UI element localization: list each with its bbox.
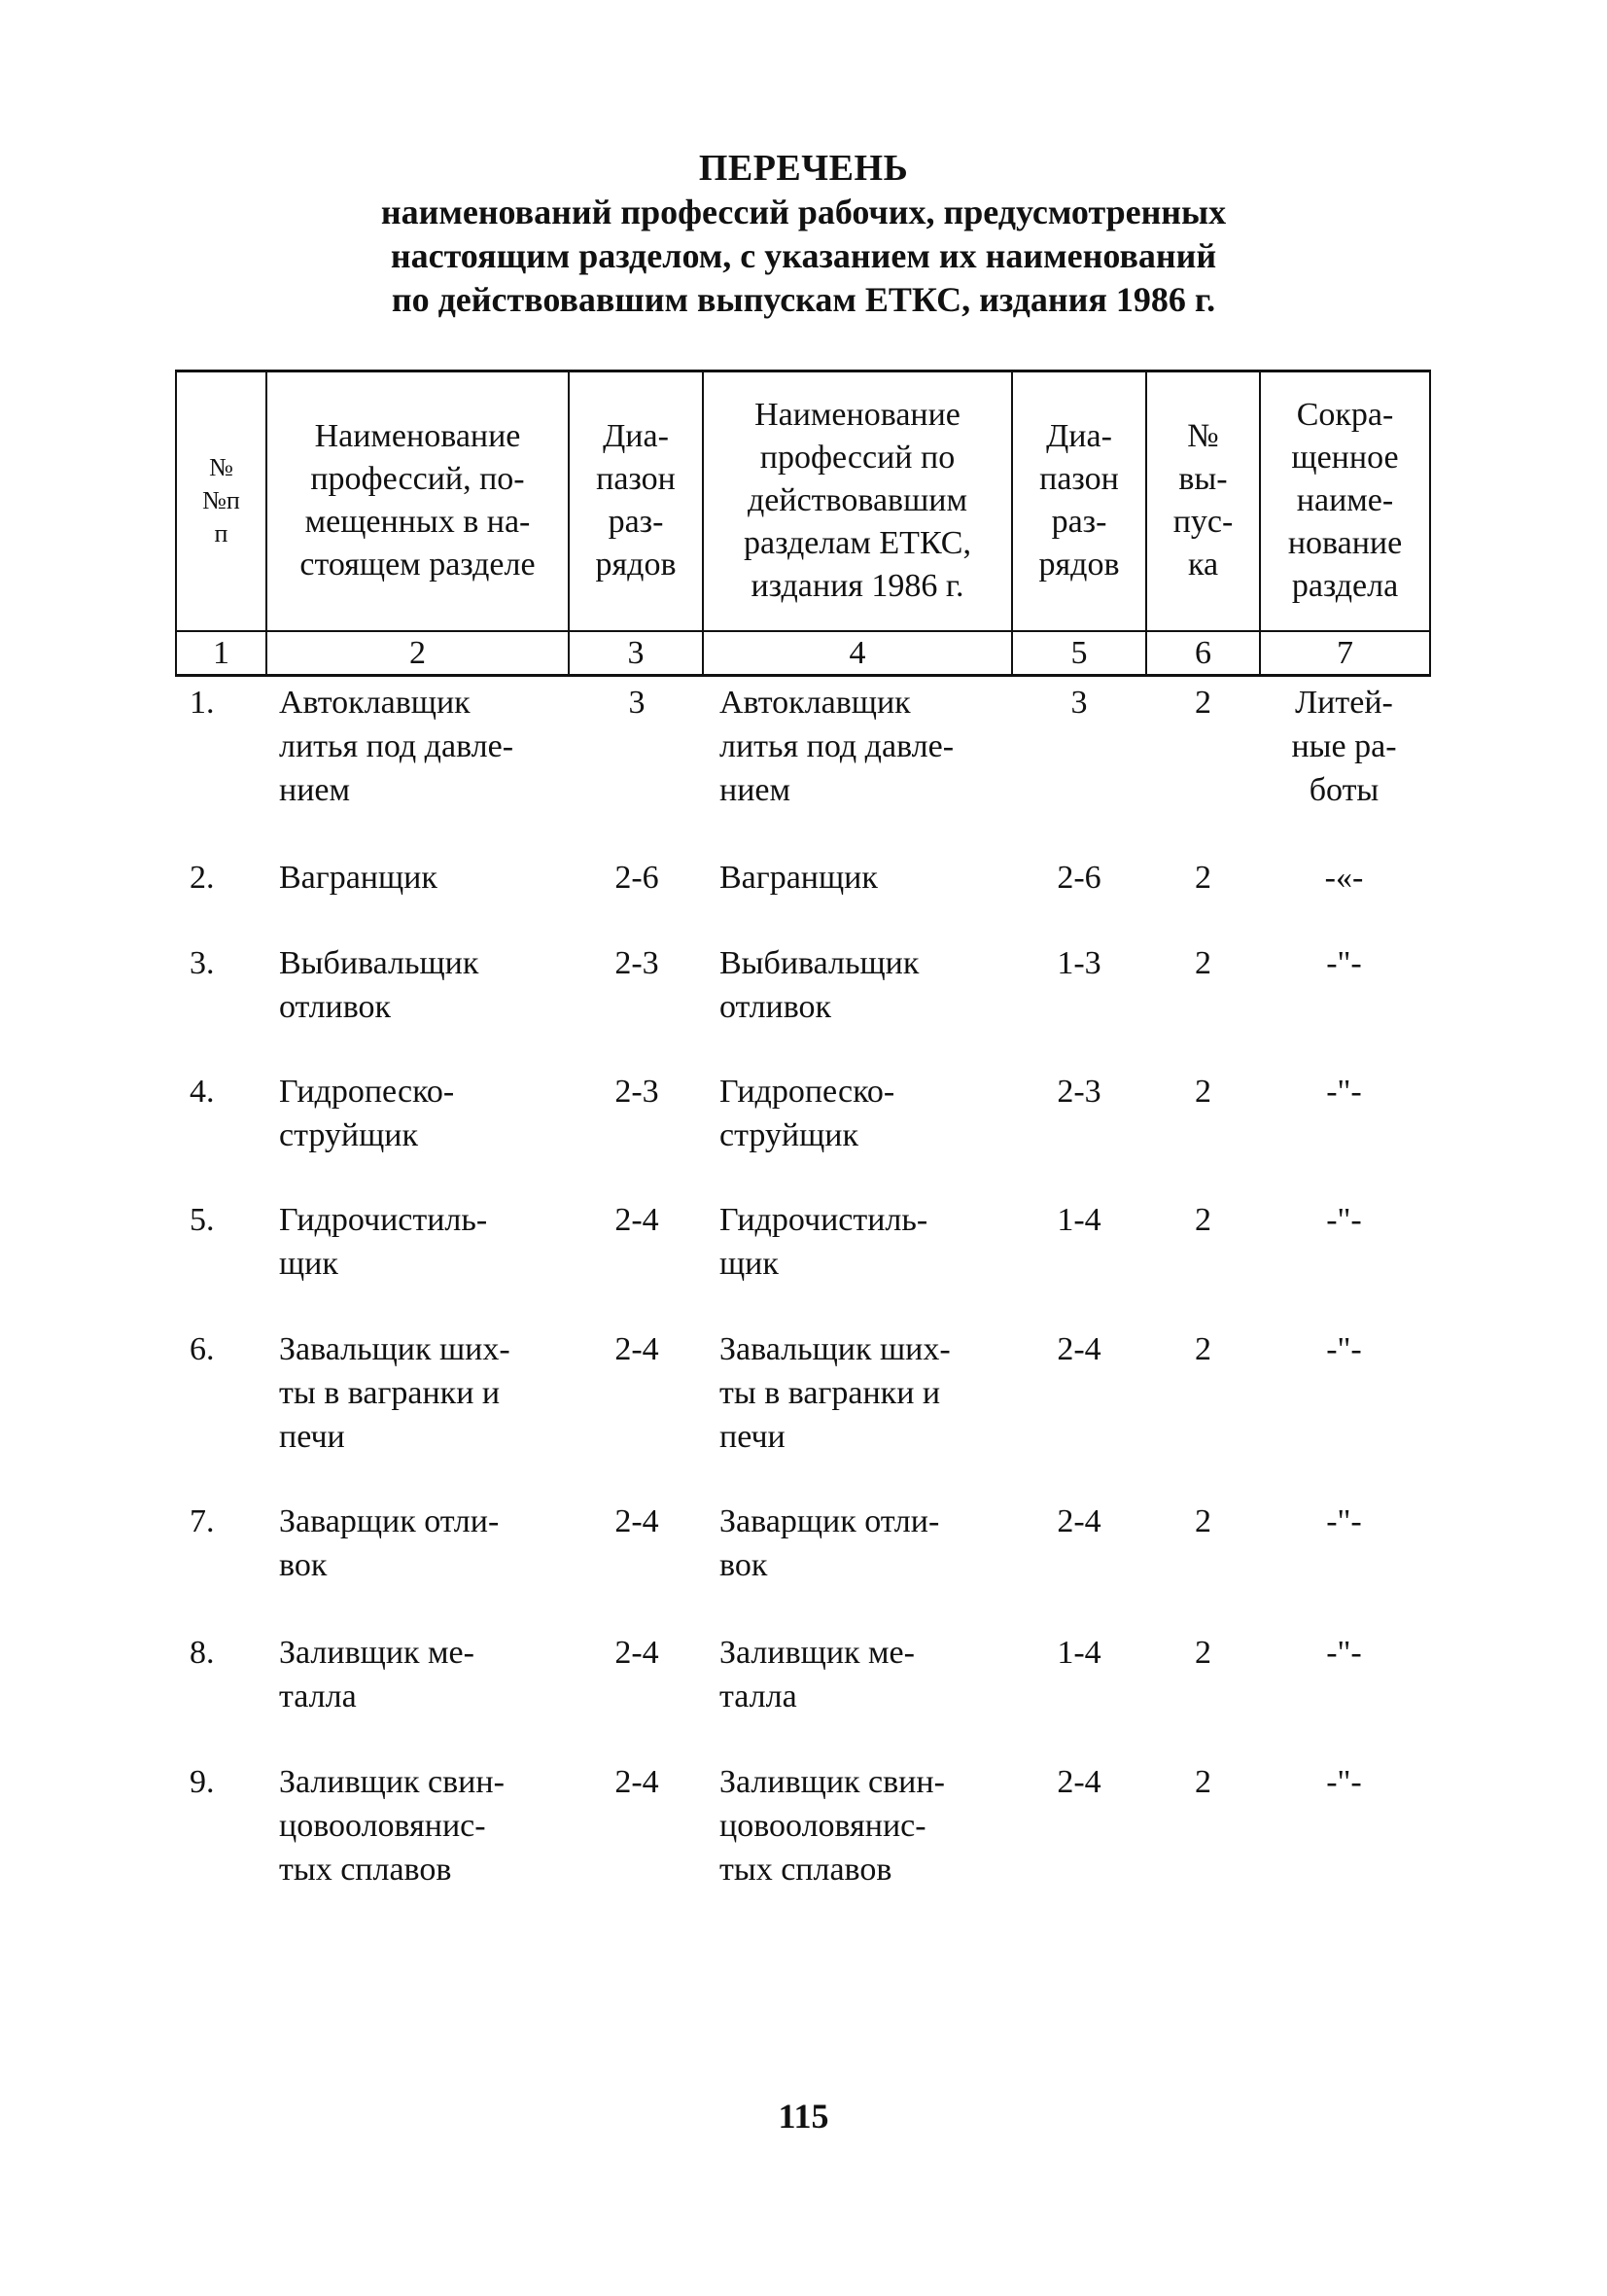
row-number: 6.	[190, 1331, 215, 1367]
row-number: 8.	[190, 1635, 215, 1671]
old-grade-range: 1-3	[1057, 945, 1101, 981]
row-number: 9.	[190, 1764, 215, 1800]
old-profession-name: Заливщик свин- цовооловянис- тых сплавов	[719, 1764, 945, 1888]
old-profession-name: Автоклавщик литья под давле- нием	[719, 685, 955, 808]
old-profession-name: Гидрочистиль- щик	[719, 1202, 928, 1282]
section-short-name: -"-	[1326, 1635, 1362, 1671]
old-grade-range: 2-4	[1057, 1503, 1101, 1539]
profession-name: Выбивальщик отливок	[279, 945, 479, 1025]
old-profession-name: Гидропеско- струйщик	[719, 1074, 895, 1153]
document-subtitle-line-2: настоящим разделом, с указанием их наименований	[390, 236, 1217, 275]
column-number: 7	[1337, 634, 1353, 671]
document-title: ПЕРЕЧЕНЬ	[698, 148, 909, 189]
grade-range: 2-4	[614, 1202, 659, 1238]
profession-name: Гидрочистиль- щик	[279, 1202, 488, 1282]
issue-number: 2	[1195, 1503, 1211, 1539]
issue-number: 2	[1195, 1202, 1211, 1238]
header-grade-range: Диа- пазон раз- рядов	[595, 418, 677, 583]
section-short-name: -"-	[1326, 1074, 1362, 1110]
section-short-name: -"-	[1326, 1764, 1362, 1800]
grade-range: 2-3	[614, 945, 659, 981]
row-number: 1.	[190, 685, 215, 721]
column-number: 2	[409, 634, 426, 671]
old-grade-range: 1-4	[1057, 1635, 1101, 1671]
old-profession-name: Завальщик ших- ты в вагранки и печи	[719, 1331, 951, 1455]
section-short-name: -"-	[1326, 1331, 1362, 1367]
section-short-name: -"-	[1326, 945, 1362, 981]
grade-range: 2-4	[614, 1503, 659, 1539]
header-section-short-name: Сокра- щенное наиме- нование раздела	[1287, 397, 1403, 604]
header-profession-name: Наименование профессий, по- мещенных в на- стоящем разделе	[299, 418, 536, 583]
grade-range: 2-4	[614, 1635, 659, 1671]
issue-number: 2	[1195, 1074, 1211, 1110]
grade-range: 2-4	[614, 1331, 659, 1367]
old-profession-name: Выбивальщик отливок	[719, 945, 920, 1025]
header-old-profession-name: Наименование профессий по действовавшим разделам ЕТКС, издания 1986 г.	[744, 397, 971, 604]
column-number: 3	[627, 634, 645, 671]
row-number: 7.	[190, 1503, 215, 1539]
grade-range: 2-6	[614, 860, 659, 896]
row-number: 3.	[190, 945, 215, 981]
table-border-top	[175, 370, 1429, 372]
column-number: 5	[1070, 634, 1088, 671]
old-profession-name: Вагранщик	[719, 860, 878, 896]
old-grade-range: 2-4	[1057, 1331, 1101, 1367]
page-number: 115	[778, 2097, 829, 2136]
old-grade-range: 3	[1070, 685, 1088, 721]
profession-name: Заварщик отли- вок	[279, 1503, 500, 1583]
profession-name: Заливщик ме- талла	[279, 1635, 474, 1714]
issue-number: 2	[1195, 1764, 1211, 1800]
header-old-grade-range: Диа- пазон раз- рядов	[1038, 418, 1120, 583]
issue-number: 2	[1195, 860, 1211, 896]
row-number: 4.	[190, 1074, 215, 1110]
old-profession-name: Заливщик ме- талла	[719, 1635, 915, 1714]
section-short-name: -«-	[1324, 860, 1364, 896]
old-grade-range: 2-4	[1057, 1764, 1101, 1800]
grade-range: 2-3	[614, 1074, 659, 1110]
row-number: 2.	[190, 860, 215, 896]
column-number: 6	[1195, 634, 1211, 671]
header-issue-number: № вы- пус- ка	[1172, 418, 1234, 583]
old-grade-range: 1-4	[1057, 1202, 1101, 1238]
column-number: 4	[849, 634, 866, 671]
profession-name: Вагранщик	[279, 860, 437, 896]
document-title-block	[0, 146, 1607, 322]
grade-range: 3	[628, 685, 646, 721]
table-number-row-bottom	[175, 674, 1429, 677]
profession-name: Автоклавщик литья под давле- нием	[279, 685, 514, 808]
document-subtitle-line-3: по действовавшим выпускам ЕТКС, издания 1986 г.	[391, 280, 1216, 319]
profession-name: Заливщик свин- цовооловянис- тых сплавов	[279, 1764, 505, 1888]
row-number: 5.	[190, 1202, 215, 1238]
section-short-name: Литей- ные ра- боты	[1291, 685, 1397, 808]
issue-number: 2	[1195, 1331, 1211, 1367]
profession-name: Завальщик ших- ты в вагранки и печи	[279, 1331, 510, 1455]
old-grade-range: 2-6	[1057, 860, 1101, 896]
document-subtitle-line-1: наименований профессий рабочих, предусмотренных	[380, 193, 1227, 231]
grade-range: 2-4	[614, 1764, 659, 1800]
section-short-name: -"-	[1326, 1202, 1362, 1238]
table-column-line	[1429, 370, 1431, 677]
section-short-name: -"-	[1326, 1503, 1362, 1539]
profession-name: Гидропеско- струйщик	[279, 1074, 455, 1153]
column-number: 1	[213, 634, 229, 671]
issue-number: 2	[1195, 685, 1211, 721]
header-number: № №п п	[202, 453, 240, 548]
issue-number: 2	[1195, 945, 1211, 981]
issue-number: 2	[1195, 1635, 1211, 1671]
old-profession-name: Заварщик отли- вок	[719, 1503, 940, 1583]
old-grade-range: 2-3	[1057, 1074, 1101, 1110]
